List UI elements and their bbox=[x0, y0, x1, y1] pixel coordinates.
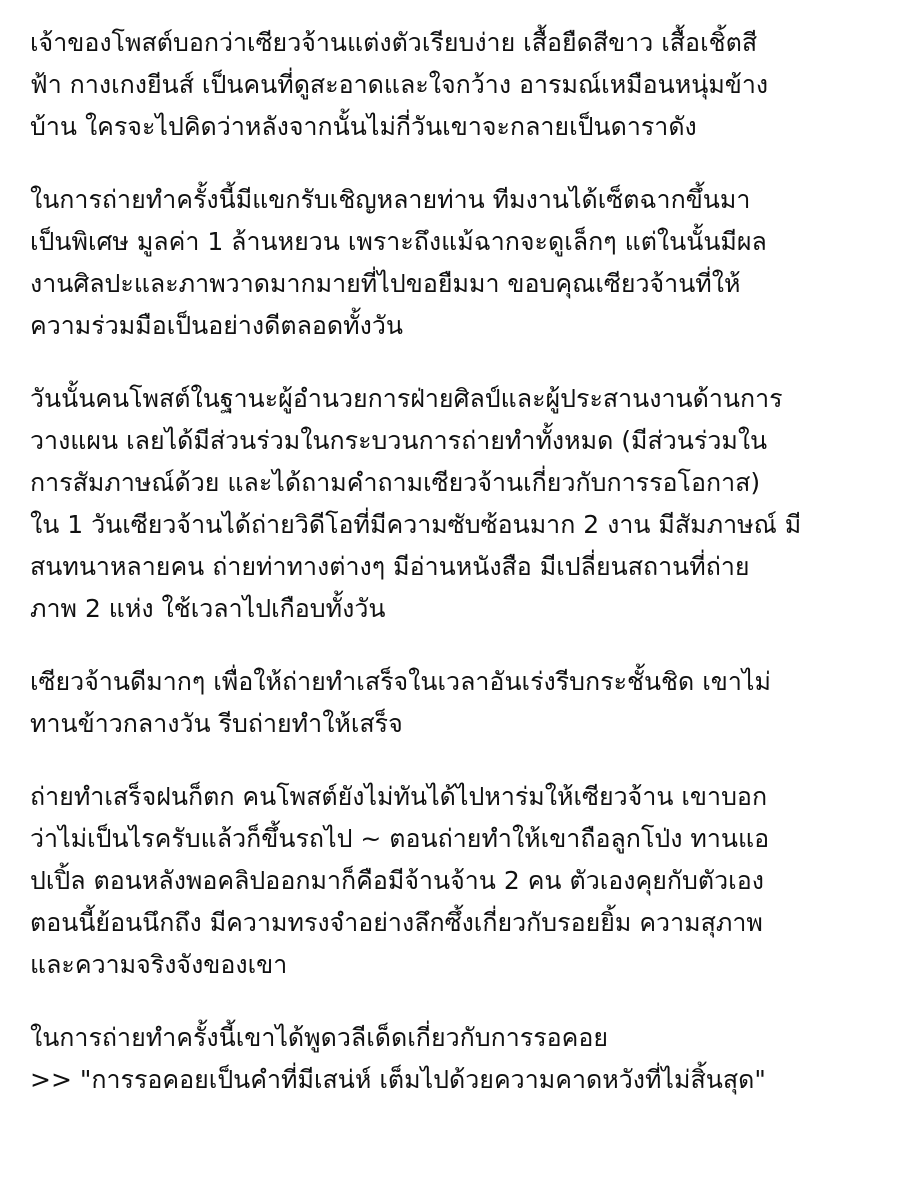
paragraph-skipped-lunch bbox=[30, 661, 883, 745]
text-line: สนทนาหลายคน ถ่ายท่าทางต่างๆ มีอ่านหนังสือ มีเปลี่ยนสถานที่ถ่าย bbox=[30, 552, 750, 581]
paragraph-art-director bbox=[30, 378, 883, 630]
paragraph-rain-memory bbox=[30, 776, 883, 986]
text-line: ในการถ่ายทำครั้งนี้เขาได้พูดวลีเด็ดเกี่ยวกับการรอคอย bbox=[30, 1023, 609, 1052]
paragraph-quote bbox=[30, 1017, 883, 1101]
quote-line: >> "การรอคอยเป็นคำที่มีเสน่ห์ เต็มไปด้วยความคาดหวังที่ไม่สิ้นสุด" bbox=[30, 1065, 766, 1094]
text-line: วันนั้นคนโพสต์ในฐานะผู้อำนวยการฝ่ายศิลป์และผู้ประสานงานด้านการ bbox=[30, 384, 783, 413]
text-line: วางแผน เลยได้มีส่วนร่วมในกระบวนการถ่ายทำทั้งหมด (มีส่วนร่วมใน bbox=[30, 426, 768, 455]
text-line: ปเปิ้ล ตอนหลังพอคลิปออกมาก็คือมีจ้านจ้าน 2 คน ตัวเองคุยกับตัวเอง bbox=[30, 866, 764, 895]
text-line: ทานข้าวกลางวัน รีบถ่ายทำให้เสร็จ bbox=[30, 709, 403, 738]
text-line: งานศิลปะและภาพวาดมากมายที่ไปขอยืมมา ขอบคุณเซียวจ้านที่ให้ bbox=[30, 269, 741, 298]
paragraph-dress-description bbox=[30, 22, 883, 148]
text-line: เป็นพิเศษ มูลค่า 1 ล้านหยวน เพราะถึงแม้ฉากจะดูเล็กๆ แต่ในนั้นมีผล bbox=[30, 227, 767, 256]
text-line: และความจริงจังของเขา bbox=[30, 950, 288, 979]
text-line: ถ่ายทำเสร็จฝนก็ตก คนโพสต์ยังไม่ทันได้ไปหาร่มให้เซียวจ้าน เขาบอก bbox=[30, 782, 768, 811]
text-line: ภาพ 2 แห่ง ใช้เวลาไปเกือบทั้งวัน bbox=[30, 594, 386, 623]
text-line: ฟ้า กางเกงยีนส์ เป็นคนที่ดูสะอาดและใจกว้าง อารมณ์เหมือนหนุ่มข้าง bbox=[30, 70, 769, 99]
text-line: ในการถ่ายทำครั้งนี้มีแขกรับเชิญหลายท่าน ทีมงานได้เซ็ตฉากขึ้นมา bbox=[30, 185, 751, 214]
paragraph-filming-set bbox=[30, 179, 883, 347]
text-line: เซียวจ้านดีมากๆ เพื่อให้ถ่ายทำเสร็จในเวลาอันเร่งรีบกระชั้นชิด เขาไม่ bbox=[30, 667, 771, 696]
text-line: ความร่วมมือเป็นอย่างดีตลอดทั้งวัน bbox=[30, 311, 403, 340]
text-line: เจ้าของโพสต์บอกว่าเซียวจ้านแต่งตัวเรียบง่าย เสื้อยืดสีขาว เสื้อเชิ้ตสี bbox=[30, 28, 758, 57]
text-line: ว่าไม่เป็นไรครับแล้วก็ขึ้นรถไป ~ ตอนถ่ายทำให้เขาถือลูกโป่ง ทานแอ bbox=[30, 824, 770, 853]
text-line: ตอนนี้ย้อนนึกถึง มีความทรงจำอย่างลึกซึ้งเกี่ยวกับรอยยิ้ม ความสุภาพ bbox=[30, 908, 763, 937]
text-line: บ้าน ใครจะไปคิดว่าหลังจากนั้นไม่กี่วันเขาจะกลายเป็นดาราดัง bbox=[30, 112, 697, 141]
text-line: ใน 1 วันเซียวจ้านได้ถ่ายวิดีโอที่มีความซับซ้อนมาก 2 งาน มีสัมภาษณ์ มี bbox=[30, 510, 802, 539]
text-line: การสัมภาษณ์ด้วย และได้ถามคำถามเซียวจ้านเกี่ยวกับการรอโอกาส) bbox=[30, 468, 761, 497]
